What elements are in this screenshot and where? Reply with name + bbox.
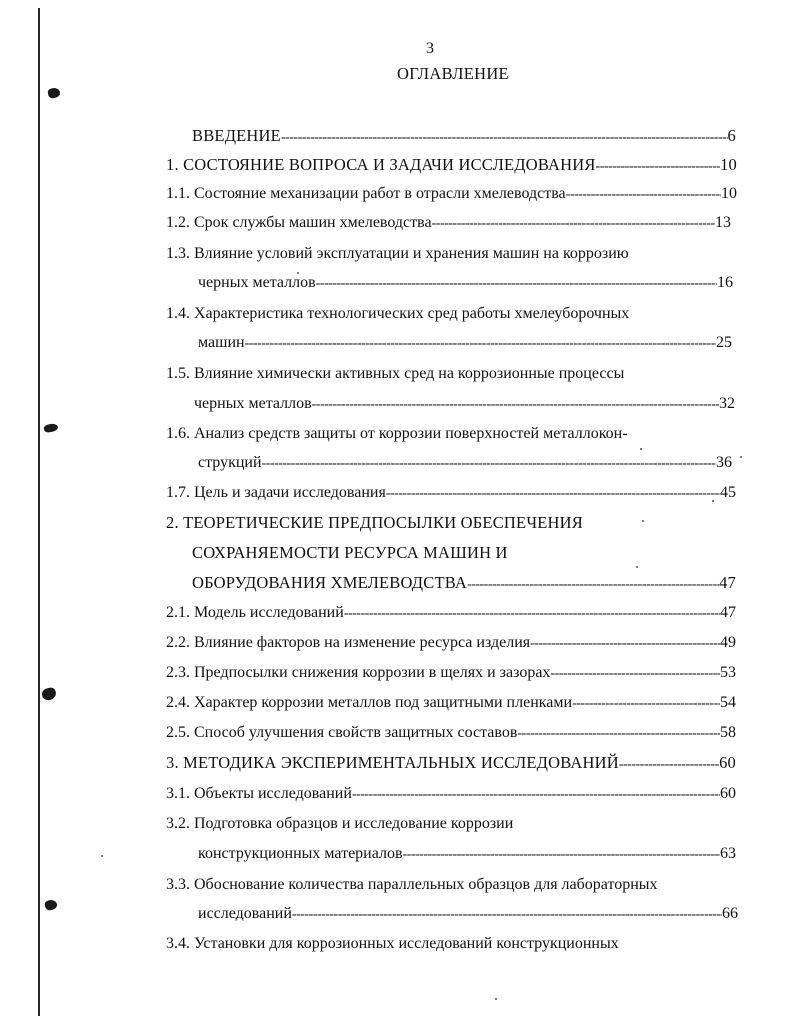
toc-entry-page: 53: [720, 664, 736, 681]
toc-entry: [194, 394, 735, 414]
toc-entry-title: 1.6. Анализ средств защиты от коррозии поверхностей металлокон-: [166, 425, 628, 442]
toc-entry-title: 2. ТЕОРЕТИЧЕСКИЕ ПРЕДПОСЫЛКИ ОБЕСПЕЧЕНИЯ: [166, 513, 583, 532]
toc-entry-title: 1.4. Характеристика технологических сред работы хмелеуборочных: [166, 305, 630, 322]
toc-entry-title: 2.3. Предпосылки снижения коррозии в щелях и зазорах: [166, 664, 551, 681]
toc-entry: [198, 273, 733, 293]
toc-entry: [166, 155, 737, 175]
toc-entry: [166, 753, 736, 773]
toc-entry: [166, 483, 736, 503]
page-number: 3: [426, 40, 434, 57]
toc-leader: [352, 785, 720, 804]
toc-entry-title: 3.3. Обоснование количества параллельных образцов для лабораторных: [166, 876, 658, 893]
toc-entry-title: 1.5. Влияние химически активных сред на коррозионные процессы: [166, 365, 625, 382]
toc-leader: [550, 664, 720, 683]
toc-entry-title: 1.7. Цель и задачи исследования: [166, 484, 386, 501]
toc-leader: [467, 575, 719, 593]
toc-entry-page: 10: [721, 185, 737, 202]
toc-entry: [192, 126, 736, 146]
toc-leader: [292, 905, 722, 924]
toc-entry-title: 3. МЕТОДИКА ЭКСПЕРИМЕНТАЛЬНЫХ ИССЛЕДОВАНИЙ: [166, 753, 619, 772]
toc-entry-title: 3.2. Подготовка образцов и исследование коррозии: [166, 815, 514, 832]
toc-leader: [262, 454, 716, 473]
toc-entry-page: 10: [720, 155, 737, 174]
toc-entry-page: 58: [720, 724, 736, 741]
toc-entry-page: 6: [727, 126, 736, 145]
toc-entry-title: 1. СОСТОЯНИЕ ВОПРОСА И ЗАДАЧИ ИССЛЕДОВАНИЯ: [166, 155, 596, 174]
toc-entry-page: 47: [720, 604, 736, 621]
toc-leader: [403, 845, 720, 864]
toc-entry-page: 25: [716, 334, 732, 351]
toc-leader: [312, 395, 719, 414]
toc-leader: [530, 634, 720, 653]
toc-entry-page: 63: [720, 845, 736, 862]
toc-entry-title-continued: исследований: [198, 905, 292, 922]
toc-leader: [316, 274, 717, 293]
toc-entry-title: 2.4. Характер коррозии металлов под защитными пленками: [166, 694, 573, 711]
toc-leader: [619, 755, 719, 773]
toc-entry-page: 16: [717, 274, 733, 291]
toc-entry: [166, 693, 736, 713]
toc-leader: [517, 724, 720, 743]
toc-entry: [166, 663, 736, 683]
toc-entry-title-continued: черных металлов: [194, 395, 312, 412]
toc-entry: [198, 333, 732, 353]
toc-entry: [198, 453, 732, 473]
toc-entry-page: 49: [720, 634, 736, 651]
toc-entry: [166, 603, 736, 623]
toc-entry-page: 60: [719, 753, 736, 772]
toc-entry: [166, 723, 736, 743]
toc-entry-title-continued: струкций: [198, 454, 262, 471]
toc-leader: [281, 128, 728, 146]
toc-entry-page: 13: [715, 214, 731, 231]
toc-entry-page: 36: [716, 454, 732, 471]
toc-entry-title: 3.4. Установки для коррозионных исследований конструкционных: [166, 935, 619, 952]
toc-entry-page: 47: [719, 573, 736, 592]
toc-leader: [566, 185, 721, 204]
toc-entry-title: 2.5. Способ улучшения свойств защитных составов: [166, 724, 518, 741]
toc-leader: [344, 604, 720, 623]
toc-entry: [198, 844, 736, 864]
toc-leader: [386, 484, 720, 503]
toc-entry-page: 60: [720, 785, 736, 802]
toc-entry: [192, 573, 736, 593]
toc-entry: [166, 184, 737, 204]
toc-entry: [198, 904, 738, 924]
toc-entry-title-continued: ОБОРУДОВАНИЯ ХМЕЛЕВОДСТВА: [192, 573, 468, 592]
toc-leader: [245, 334, 716, 353]
toc-entry-page: 54: [720, 694, 736, 711]
toc-entry-title: 2.2. Влияние факторов на изменение ресурса изделия: [166, 634, 531, 651]
toc-entry-page: 32: [719, 395, 735, 412]
toc-entry-title: 1.2. Срок службы машин хмелеводства: [166, 214, 432, 231]
toc-leader: [572, 694, 720, 713]
toc-leader: [432, 214, 715, 233]
toc-entry-title-continued: СОХРАНЯЕМОСТИ РЕСУРСА МАШИН И: [192, 543, 508, 562]
toc-entry-title: ВВЕДЕНИЕ: [192, 126, 281, 145]
toc-entry-title: 1.3. Влияние условий эксплуатации и хранения машин на коррозию: [166, 245, 629, 262]
toc-entry-title: 1.1. Состояние механизации работ в отрасли хмелеводства: [166, 185, 566, 202]
toc-entry-title: 2.1. Модель исследований: [166, 604, 344, 621]
toc-entry-title-continued: конструкционных материалов: [198, 845, 403, 862]
toc-entry-title: 3.1. Объекты исследований: [166, 785, 352, 802]
toc-entry: [166, 213, 731, 233]
toc-entry-title-continued: машин: [198, 334, 245, 351]
page-title: ОГЛАВЛЕНИЕ: [397, 64, 509, 83]
toc-entry: [166, 784, 736, 804]
toc-leader: [596, 157, 721, 175]
toc-entry-page: 66: [722, 905, 738, 922]
toc-entry-title-continued: черных металлов: [198, 274, 316, 291]
toc-entry: [166, 633, 736, 653]
toc-entry-page: 45: [720, 484, 736, 501]
